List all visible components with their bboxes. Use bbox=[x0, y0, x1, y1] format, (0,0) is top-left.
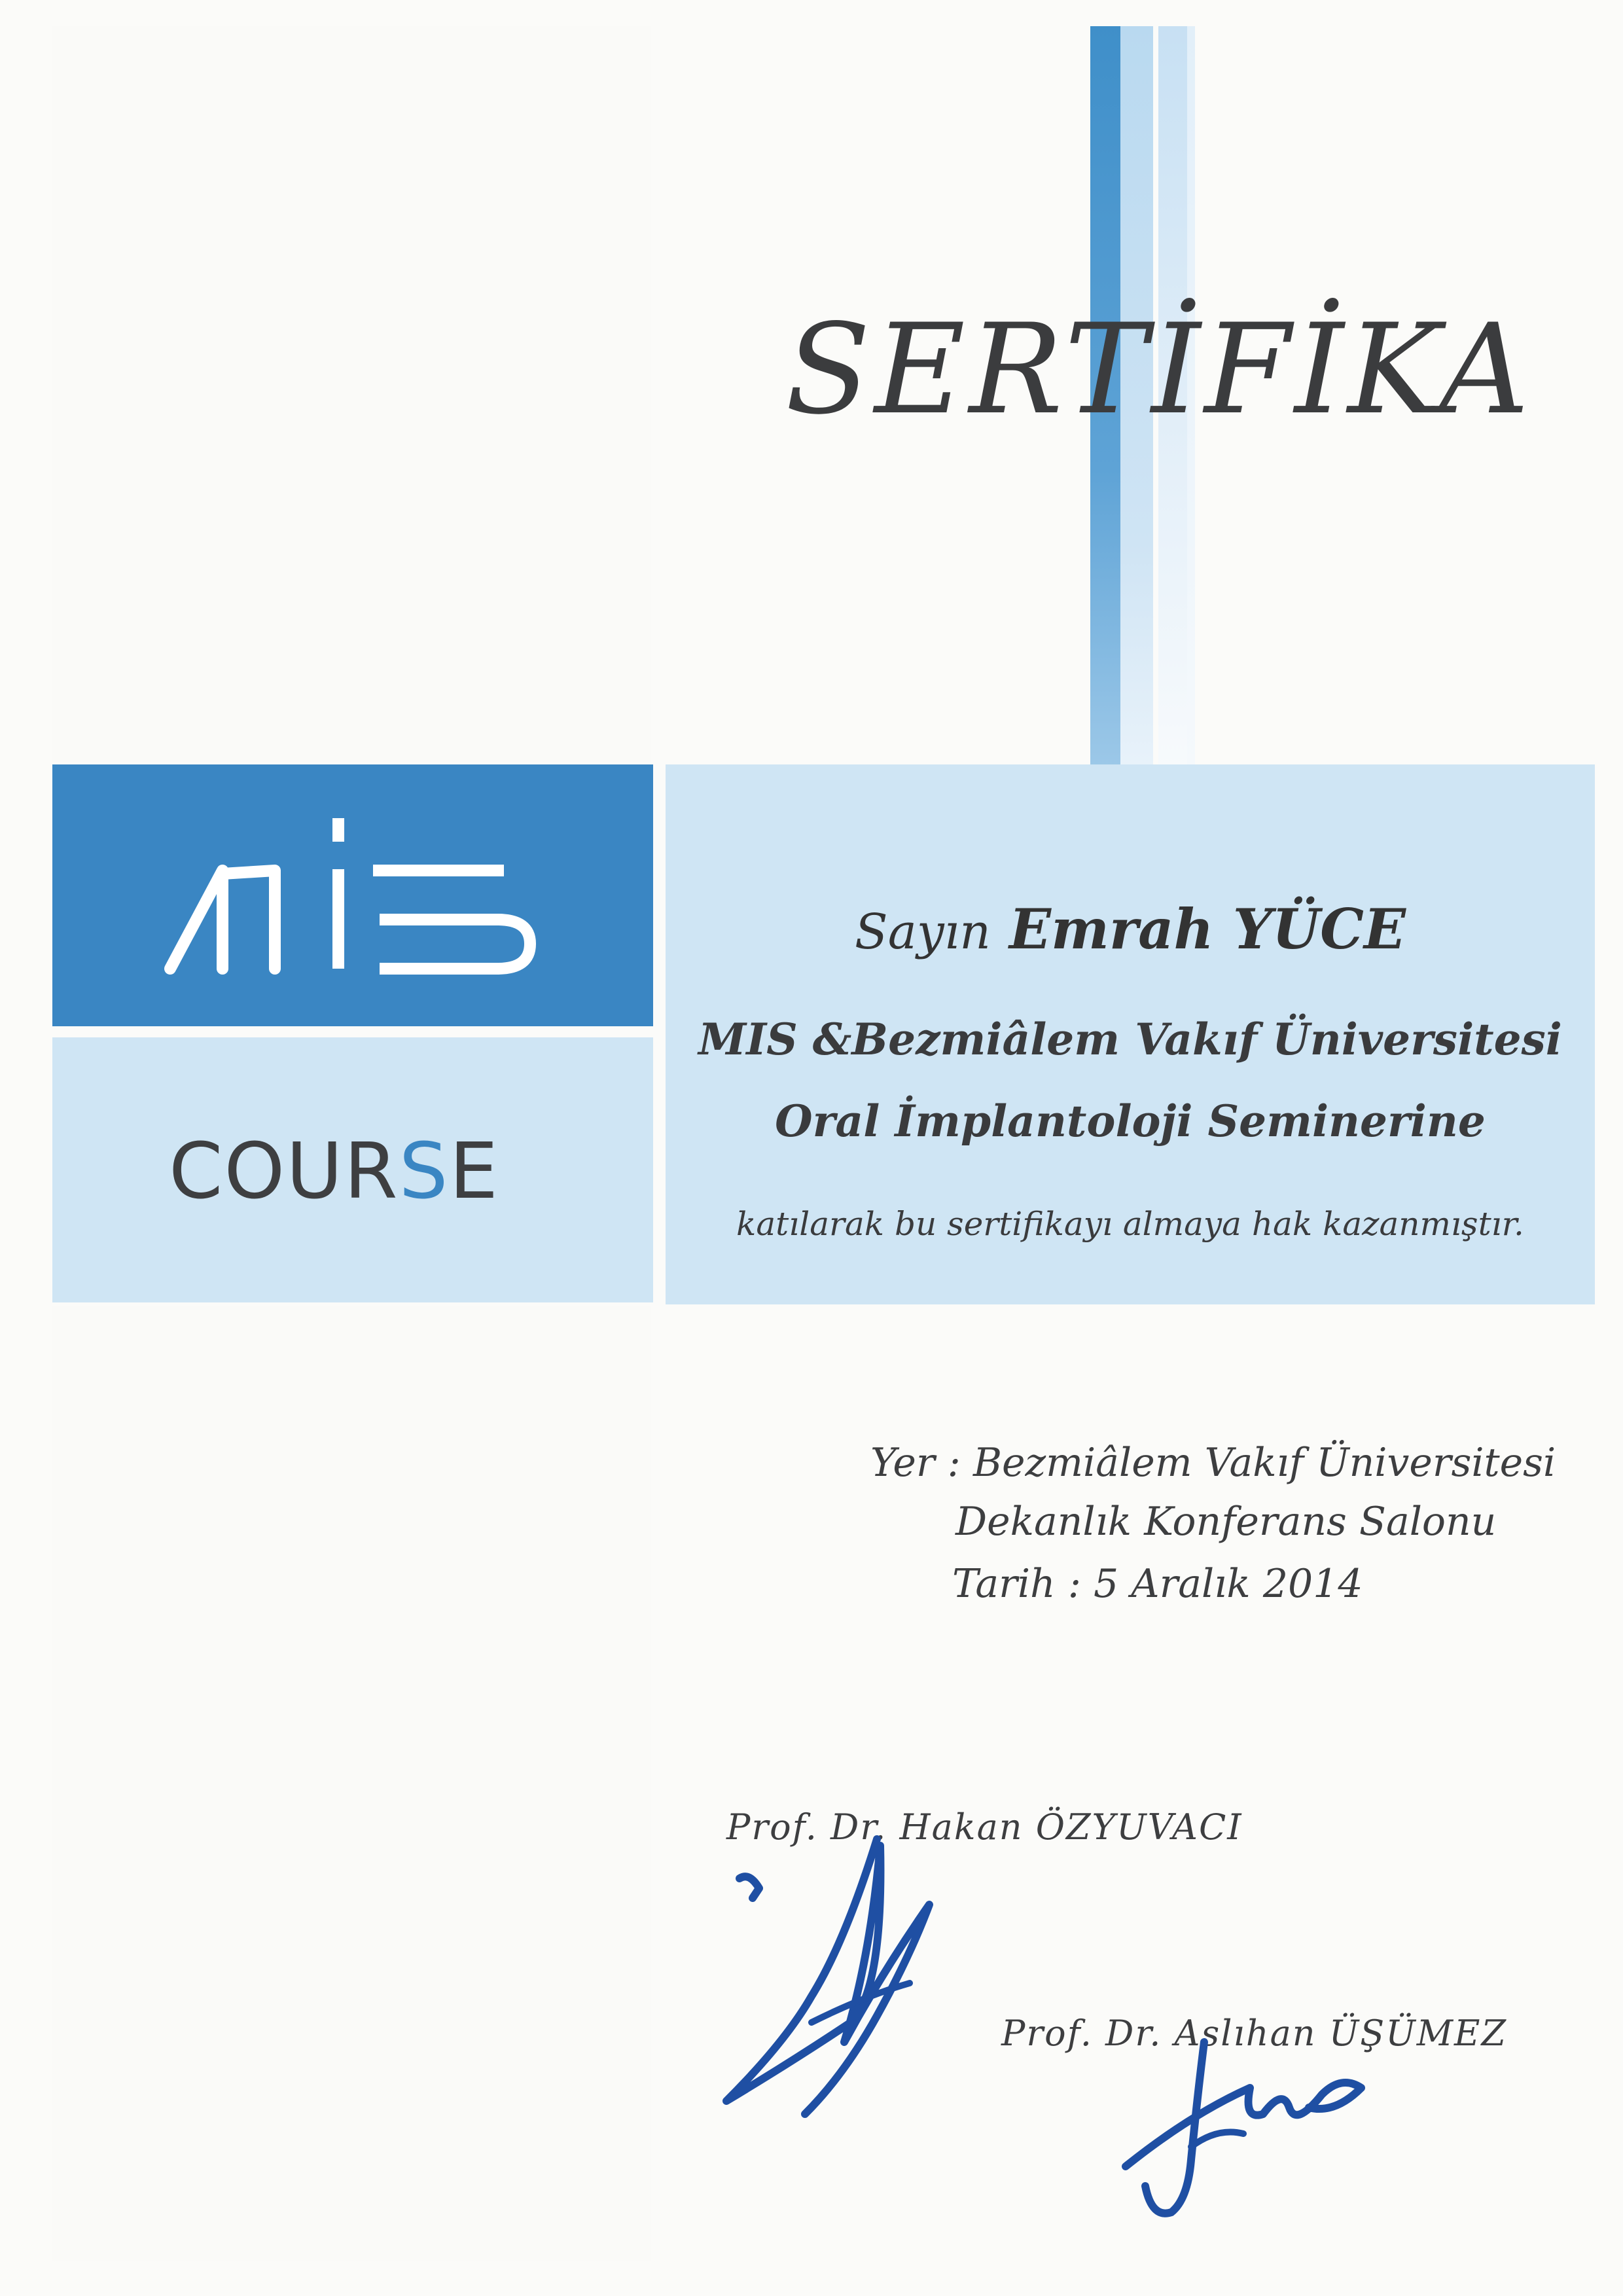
event-date: Tarih : 5 Aralık 2014 bbox=[952, 1561, 1363, 1607]
left-bottom-panel bbox=[52, 1306, 651, 2261]
signature-1 bbox=[713, 1826, 995, 2140]
certificate-title: SERTİFİKA bbox=[785, 297, 1533, 442]
recipient-line bbox=[666, 897, 1595, 961]
seminar-line: Oral İmplantoloji Seminerine bbox=[775, 1096, 1486, 1147]
mis-logo bbox=[164, 812, 550, 982]
course-suffix: E bbox=[449, 1126, 500, 1216]
venue-place: Yer : Bezmiâlem Vakıf Üniversitesi bbox=[870, 1440, 1556, 1486]
left-top-panel bbox=[52, 26, 651, 762]
signatory-1-name: Prof. Dr. Hakan ÖZYUVACI bbox=[726, 1806, 1243, 1848]
course-wordmark bbox=[169, 1126, 562, 1216]
course-prefix: COUR bbox=[169, 1126, 399, 1216]
signature-2 bbox=[1113, 2016, 1387, 2238]
organizer-line: MIS &Bezmiâlem Vakıf Üniversitesi bbox=[698, 1014, 1562, 1065]
award-statement: katılarak bu sertifikayı almaya hak kazanmıştır. bbox=[736, 1205, 1524, 1243]
venue-room: Dekanlık Konferans Salonu bbox=[955, 1499, 1497, 1545]
greeting: Sayın bbox=[855, 904, 991, 960]
recipient-name: Emrah YÜCE bbox=[1008, 897, 1406, 961]
course-s-mark: S bbox=[399, 1126, 450, 1216]
signatory-2-name: Prof. Dr. Aslıhan ÜŞÜMEZ bbox=[1001, 2013, 1507, 2054]
